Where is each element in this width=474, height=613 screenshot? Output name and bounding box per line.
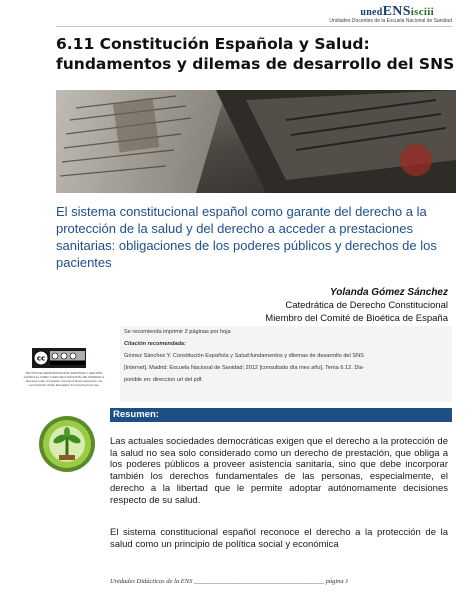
license-text: TEXTOS DE ADMINISTRACION SANITARIA Y GESTIÓN CLÍNICA by UNED Y ESCUELA NACIONAL DE SANIDAD is licensed under a Creative Commons Reconocimiento- No comercial-Sin obras Derivadas 3.0 Unported License. — [23, 371, 105, 387]
constitution-photo — [56, 90, 456, 193]
print-note: Se recomienda imprimir 2 páginas por hoja — [124, 329, 231, 335]
creative-commons-badge[interactable] — [32, 348, 86, 368]
resumen-heading: Resumen: — [110, 408, 452, 422]
logo-uned: uned — [360, 7, 383, 18]
sprout-emblem-icon — [38, 415, 96, 473]
logo-ens: ENS — [382, 4, 411, 19]
citation-line-3: ponible en: direccion url del pdf. — [124, 376, 203, 383]
author-role-2: Miembro del Comité de Bioética de España — [265, 313, 448, 324]
page-title: 6.11 Constitución Española y Salud: fundamentos y dilemas de desarrollo del SNS — [56, 35, 455, 73]
citation-line-1: Gómez Sánchez Y. Constitución Española y Salud:fundamentos y dilemas de desarrollo del SNS — [124, 352, 364, 359]
svg-text:cc: cc — [36, 354, 46, 363]
author-block — [265, 286, 448, 325]
header-subtitle: Unidades Docentes de la Escuela Nacional de Sanidad — [329, 18, 452, 24]
citation-label: Citación recomendada: — [124, 340, 186, 347]
author-name: Yolanda Gómez Sánchez — [330, 287, 448, 298]
footer-page-number: página 1 — [325, 578, 349, 585]
logo-isciii: isciii — [410, 6, 434, 18]
constitution-photo-illustration — [56, 90, 456, 193]
subtitle: El sistema constitucional español como garante del derecho a la protección de la salud y del derecho a acceder a prestaciones sanitarias: obligaciones de los poderes públicos y derechos de los pacientes — [56, 204, 437, 270]
footer-left: Unidades Didácticas de la ENS — [110, 578, 193, 585]
header-divider — [56, 26, 452, 27]
citation-line-2: [Internet]. Madrid: Escuela Nacional de Sanidad; 2012 [consultado día mes año]. Tema 6.12. Dis- — [124, 364, 365, 371]
summary-paragraph-1: Las actuales sociedades democráticas exigen que el derecho a la protección de la salud no sea solo considerado como un derecho de prestación, que obliga a los poderes públicos a proveer asistencia sanitaria, sino que debe incorporar también los derechos fundamentales de las personas, especialmente, el derecho a la libertad que le permite adoptar autónomamente decisiones respecto de su salud. — [110, 436, 448, 506]
page-footer: Unidades Didácticas de la ENS ________________________________________ página 1 — [110, 578, 349, 585]
cc-by-nc-nd-icon — [32, 348, 86, 368]
summary-paragraph-2: El sistema constitucional español reconoce el derecho a la protección de la salud como un principio de política social y económica — [110, 527, 448, 550]
author-role-1: Catedrática de Derecho Constitucional — [285, 300, 448, 311]
citation-box — [120, 326, 452, 402]
ens-emblem — [38, 415, 96, 473]
